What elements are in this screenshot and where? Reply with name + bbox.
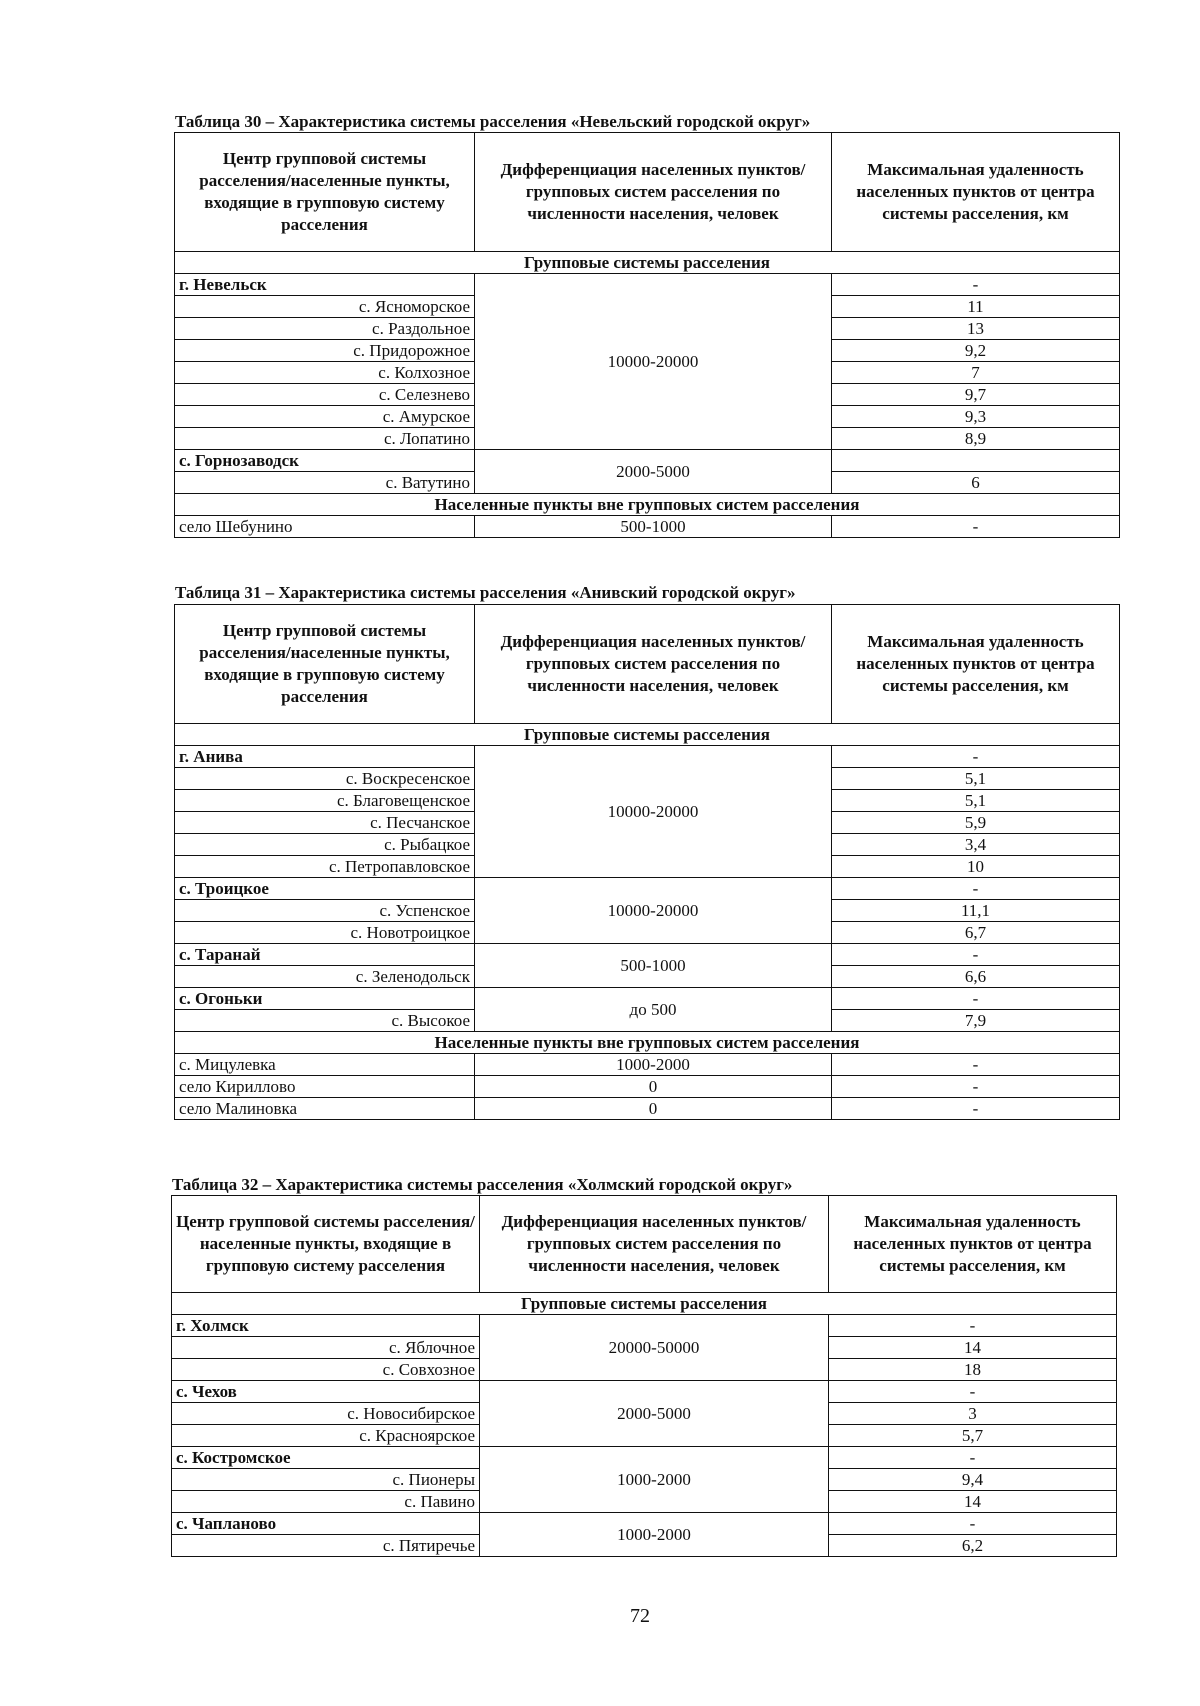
max-distance: 7	[832, 362, 1120, 384]
table-row	[175, 1054, 1120, 1076]
max-distance: 7,9	[832, 1010, 1120, 1032]
section-row	[175, 724, 1120, 746]
column-header: Максимальная удаленность населенных пунктов от центра системы расселения, км	[832, 605, 1120, 724]
max-distance: -	[832, 1098, 1120, 1120]
table-row	[175, 878, 1120, 900]
settlement-name: село Шебунино	[175, 516, 475, 538]
settlement-name: с. Раздольное	[175, 318, 475, 340]
max-distance: 9,7	[832, 384, 1120, 406]
table-row	[175, 516, 1120, 538]
max-distance: -	[829, 1447, 1117, 1469]
settlement-name: село Малиновка	[175, 1098, 475, 1120]
section-row	[172, 1293, 1117, 1315]
population-range: до 500	[475, 988, 832, 1032]
max-distance: -	[832, 1054, 1120, 1076]
max-distance: 14	[829, 1491, 1117, 1513]
section-row	[175, 252, 1120, 274]
settlement-name: г. Холмск	[172, 1315, 480, 1337]
max-distance: 6	[832, 472, 1120, 494]
header-row	[172, 1196, 1117, 1293]
column-header: Максимальная удаленность населенных пунктов от центра системы расселения, км	[829, 1196, 1117, 1293]
max-distance: 14	[829, 1337, 1117, 1359]
max-distance: 13	[832, 318, 1120, 340]
settlement-name: с. Новосибирское	[172, 1403, 480, 1425]
max-distance: 9,2	[832, 340, 1120, 362]
table-row	[175, 450, 1120, 472]
page-number: 72	[630, 1605, 650, 1627]
settlement-name: с. Пионеры	[172, 1469, 480, 1491]
section-group-systems: Групповые системы расселения	[175, 252, 1120, 274]
max-distance: 5,1	[832, 768, 1120, 790]
population-range: 10000-20000	[475, 746, 832, 878]
settlement-name: с. Колхозное	[175, 362, 475, 384]
max-distance: 9,4	[829, 1469, 1117, 1491]
population-range: 10000-20000	[475, 274, 832, 450]
max-distance: 8,9	[832, 428, 1120, 450]
max-distance: 18	[829, 1359, 1117, 1381]
settlement-name: с. Горнозаводск	[175, 450, 475, 472]
column-header: Центр групповой системы расселения/населенные пункты, входящие в групповую систему расселения	[172, 1196, 480, 1293]
settlement-table-30	[174, 132, 1120, 538]
settlement-name: с. Зеленодольск	[175, 966, 475, 988]
settlement-name: с. Чехов	[172, 1381, 480, 1403]
column-header: Дифференциация населенных пунктов/групповых систем расселения по численности населения, человек	[480, 1196, 829, 1293]
table-row	[172, 1513, 1117, 1535]
settlement-name: с. Яблочное	[172, 1337, 480, 1359]
column-header: Центр групповой системы расселения/населенные пункты, входящие в групповую систему расселения	[175, 133, 475, 252]
settlement-name: с. Успенское	[175, 900, 475, 922]
max-distance: 6,6	[832, 966, 1120, 988]
settlement-name: с. Павино	[172, 1491, 480, 1513]
column-header: Дифференциация населенных пунктов/групповых систем расселения по численности населения, человек	[475, 605, 832, 724]
max-distance: -	[829, 1381, 1117, 1403]
column-header: Максимальная удаленность населенных пунктов от центра системы расселения, км	[832, 133, 1120, 252]
caption-table-30: Таблица 30 – Характеристика системы расселения «Невельский городской округ»	[175, 112, 811, 131]
max-distance: 11	[832, 296, 1120, 318]
max-distance: 3	[829, 1403, 1117, 1425]
max-distance: -	[832, 274, 1120, 296]
population-range: 1000-2000	[480, 1447, 829, 1513]
table-row	[175, 988, 1120, 1010]
population-range: 2000-5000	[480, 1381, 829, 1447]
settlement-name: с. Придорожное	[175, 340, 475, 362]
settlement-name: с. Песчанское	[175, 812, 475, 834]
settlement-name: село Кириллово	[175, 1076, 475, 1098]
settlement-name: г. Невельск	[175, 274, 475, 296]
caption-table-31: Таблица 31 – Характеристика системы расселения «Анивский городской округ»	[175, 583, 796, 602]
settlement-name: с. Пятиречье	[172, 1535, 480, 1557]
settlement-name: с. Селезнево	[175, 384, 475, 406]
population-range: 1000-2000	[475, 1054, 832, 1076]
max-distance: 10	[832, 856, 1120, 878]
settlement-name: с. Новотроицкое	[175, 922, 475, 944]
max-distance: -	[829, 1513, 1117, 1535]
section-row	[175, 494, 1120, 516]
settlement-name: с. Благовещенское	[175, 790, 475, 812]
max-distance: 5,9	[832, 812, 1120, 834]
population-range: 500-1000	[475, 944, 832, 988]
column-header: Дифференциация населенных пунктов/групповых систем расселения по численности населения, человек	[475, 133, 832, 252]
table-row	[172, 1381, 1117, 1403]
population-range: 500-1000	[475, 516, 832, 538]
table-row	[175, 1076, 1120, 1098]
max-distance: 6,2	[829, 1535, 1117, 1557]
population-range: 0	[475, 1098, 832, 1120]
settlement-name: с. Ясноморское	[175, 296, 475, 318]
section-row	[175, 1032, 1120, 1054]
column-header: Центр групповой системы расселения/населенные пункты, входящие в групповую систему расселения	[175, 605, 475, 724]
max-distance: 5,7	[829, 1425, 1117, 1447]
max-distance: -	[832, 988, 1120, 1010]
table-row	[175, 274, 1120, 296]
max-distance: 11,1	[832, 900, 1120, 922]
section-group-systems: Групповые системы расселения	[172, 1293, 1117, 1315]
header-row	[175, 605, 1120, 724]
settlement-name: с. Совхозное	[172, 1359, 480, 1381]
settlement-name: с. Чапланово	[172, 1513, 480, 1535]
settlement-name: с. Костромское	[172, 1447, 480, 1469]
max-distance: -	[832, 746, 1120, 768]
settlement-name: с. Амурское	[175, 406, 475, 428]
max-distance: -	[832, 516, 1120, 538]
population-range: 0	[475, 1076, 832, 1098]
table-row	[175, 1098, 1120, 1120]
max-distance: 6,7	[832, 922, 1120, 944]
max-distance: -	[832, 878, 1120, 900]
population-range: 2000-5000	[475, 450, 832, 494]
max-distance	[832, 450, 1120, 472]
settlement-name: с. Высокое	[175, 1010, 475, 1032]
max-distance: 5,1	[832, 790, 1120, 812]
section-outside-systems: Населенные пункты вне групповых систем расселения	[175, 494, 1120, 516]
settlement-name: с. Мицулевка	[175, 1054, 475, 1076]
table-row	[172, 1447, 1117, 1469]
max-distance: -	[832, 944, 1120, 966]
settlement-name: с. Троицкое	[175, 878, 475, 900]
settlement-name: с. Рыбацкое	[175, 834, 475, 856]
max-distance: 9,3	[832, 406, 1120, 428]
settlement-name: с. Таранай	[175, 944, 475, 966]
settlement-name: с. Воскресенское	[175, 768, 475, 790]
settlement-name: г. Анива	[175, 746, 475, 768]
settlement-table-32	[171, 1195, 1117, 1557]
population-range: 10000-20000	[475, 878, 832, 944]
population-range: 1000-2000	[480, 1513, 829, 1557]
max-distance: -	[832, 1076, 1120, 1098]
table-row	[175, 944, 1120, 966]
caption-table-32: Таблица 32 – Характеристика системы расселения «Холмский городской округ»	[172, 1175, 793, 1194]
settlement-name: с. Лопатино	[175, 428, 475, 450]
population-range: 20000-50000	[480, 1315, 829, 1381]
header-row	[175, 133, 1120, 252]
table-row	[175, 746, 1120, 768]
max-distance: 3,4	[832, 834, 1120, 856]
table-row	[172, 1315, 1117, 1337]
section-outside-systems: Населенные пункты вне групповых систем расселения	[175, 1032, 1120, 1054]
settlement-table-31	[174, 604, 1120, 1120]
max-distance: -	[829, 1315, 1117, 1337]
section-group-systems: Групповые системы расселения	[175, 724, 1120, 746]
settlement-name: с. Огоньки	[175, 988, 475, 1010]
settlement-name: с. Ватутино	[175, 472, 475, 494]
settlement-name: с. Красноярское	[172, 1425, 480, 1447]
settlement-name: с. Петропавловское	[175, 856, 475, 878]
